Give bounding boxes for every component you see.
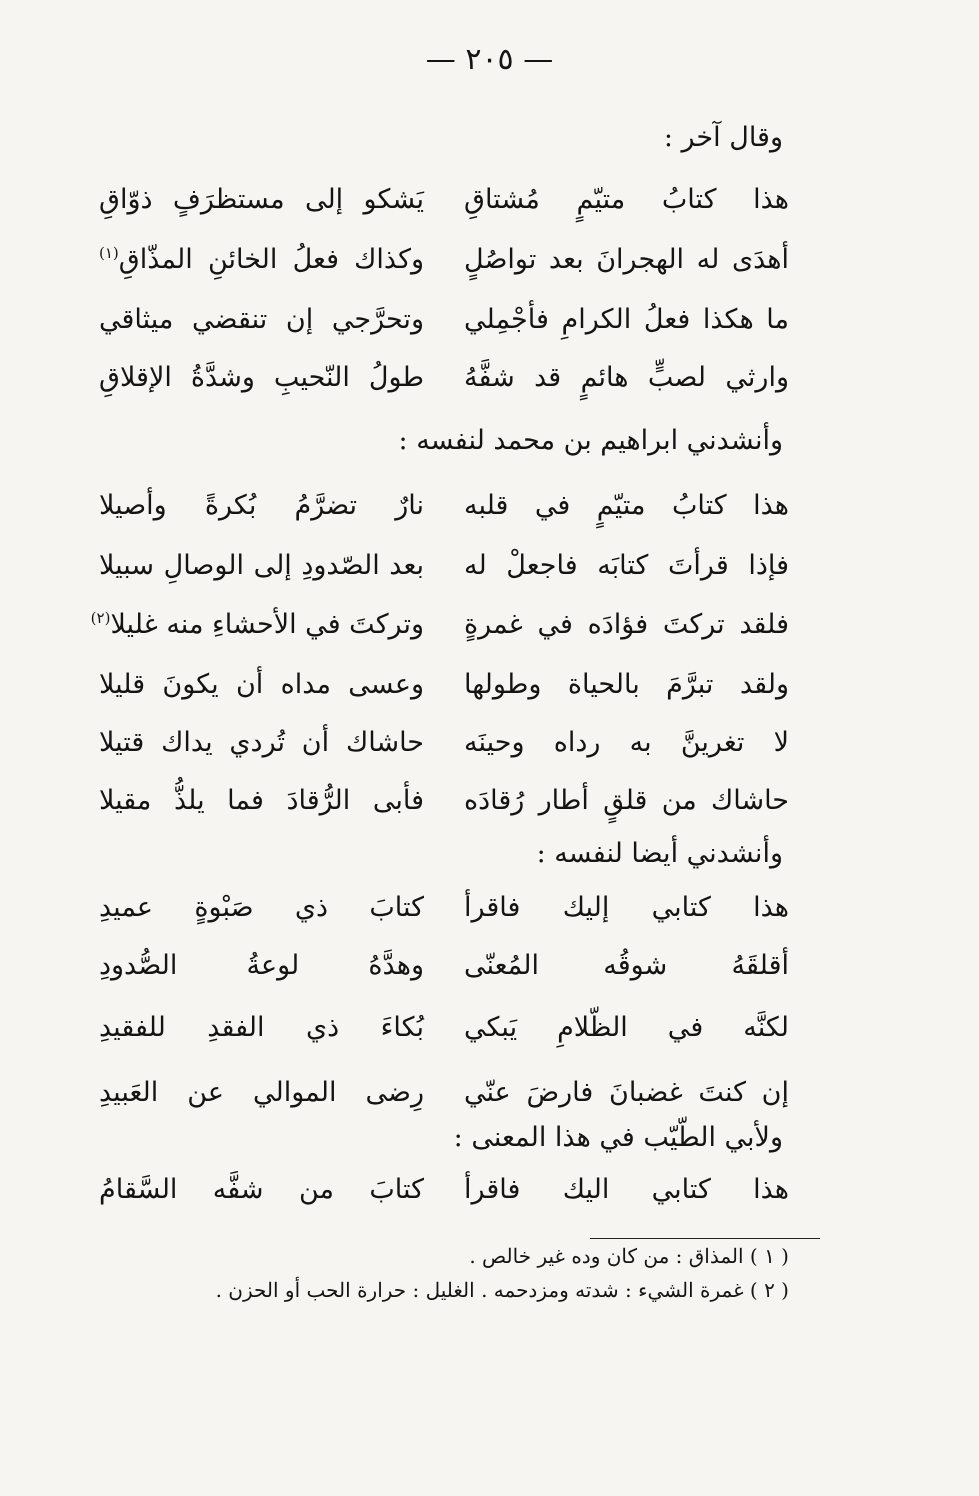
first-hemistich: لكنَّه في الظّلامِ يَبكي [464,1012,789,1043]
page-number: — ٢٠٥ — [425,42,554,77]
footnote-1: ( ١ ) المذاق : من كان وده غير خالص . [469,1244,789,1268]
first-hemistich: هذا كتابي إليك فاقرأ [464,892,789,923]
second-hemistich: وهدَّهُ لوعةُ الصُّدودِ [99,950,424,981]
first-hemistich: هذا كتابُ متيّمٍ في قلبه [464,490,789,521]
first-hemistich: وارثي لصبٍّ هائمٍ قد شفَّهُ [464,362,789,393]
second-hemistich: نارٌ تضرَّمُ بُكرةً وأصيلا [99,490,424,521]
second-hemistich-with-note [90,597,424,653]
verse-line [0,1000,979,1056]
first-hemistich: هذا كتابي اليك فاقرأ [464,1174,789,1205]
first-hemistich: أهدَى له الهجرانَ بعد تواصُلٍ [464,244,789,275]
second-hemistich: يَشكو إلى مستظرَفٍ ذوّاقِ [99,184,424,215]
second-hemistich: بعد الصّدودِ إلى الوصالِ سبيلا [99,550,424,581]
hemistich-text: وتركتَ في الأحشاءِ منه غليلا [110,609,424,640]
verse-line [0,478,979,534]
footnote-marker: (٢) [90,609,111,627]
first-hemistich: أقلقَهُ شوقُه المُعنّى [464,950,789,981]
verse-line [0,1065,979,1121]
first-hemistich: ولقد تبرَّمَ بالحياة وطولها [464,669,789,700]
verse-line [0,292,979,348]
verse-line [0,350,979,406]
second-hemistich: كتابَ من شفَّه السَّقامُ [99,1174,424,1205]
verse-line [0,232,979,288]
section-heading-3: وأنشدني أيضا لنفسه : [536,838,783,869]
verse-line [0,597,979,653]
verse-line [0,538,979,594]
first-hemistich: إن كنتَ غضبانَ فارضَ عنّي [464,1077,789,1108]
section-heading-2: وأنشدني ابراهيم بن محمد لنفسه : [398,425,783,456]
second-hemistich: رِضى الموالي عن العَبيدِ [99,1077,424,1108]
second-hemistich: طولُ النّحيبِ وشدَّةُ الإقلاقِ [99,362,424,393]
second-hemistich-with-note [99,232,424,288]
footnote-marker: (١) [99,244,119,262]
verse-line [0,773,979,829]
verse-line [0,938,979,994]
hemistich-text: وكذاك فعلُ الخائنِ المذّاقِ [118,244,424,275]
second-hemistich: وعسى مداه أن يكونَ قليلا [99,669,424,700]
second-hemistich: حاشاك أن تُردي يداك قتيلا [99,727,424,758]
section-heading-1: وقال آخر : [663,122,783,153]
first-hemistich: ما هكذا فعلُ الكرامِ فأجْمِلي [464,304,789,335]
first-hemistich: فإذا قرأتَ كتابَه فاجعلْ له [464,550,789,581]
section-heading-4: ولأبي الطّيّب في هذا المعنى : [453,1122,783,1153]
second-hemistich: وتحرَّجي إن تنقضي ميثاقي [99,304,424,335]
first-hemistich: فلقد تركتَ فؤادَه في غمرةٍ [464,609,789,640]
verse-line [0,715,979,771]
second-hemistich: كتابَ ذي صَبْوةٍ عميدِ [99,892,424,923]
verse-line [0,880,979,936]
first-hemistich: حاشاك من قلقٍ أطار رُقادَه [464,785,789,816]
footnote-2: ( ٢ ) غمرة الشيء : شدته ومزدحمه . الغليل : حرارة الحب أو الحزن . [215,1278,789,1302]
first-hemistich: هذا كتابُ متيّمٍ مُشتاقِ [464,184,789,215]
verse-line [0,657,979,713]
first-hemistich: لا تغرينَّ به رداه وحينَه [464,727,789,758]
verse-line [0,1162,979,1218]
verse-line [0,172,979,228]
second-hemistich: فأبى الرُّقادَ فما يلذُّ مقيلا [99,785,424,816]
second-hemistich: بُكاءَ ذي الفقدِ للفقيدِ [99,1012,424,1043]
footnote-divider [590,1238,820,1239]
